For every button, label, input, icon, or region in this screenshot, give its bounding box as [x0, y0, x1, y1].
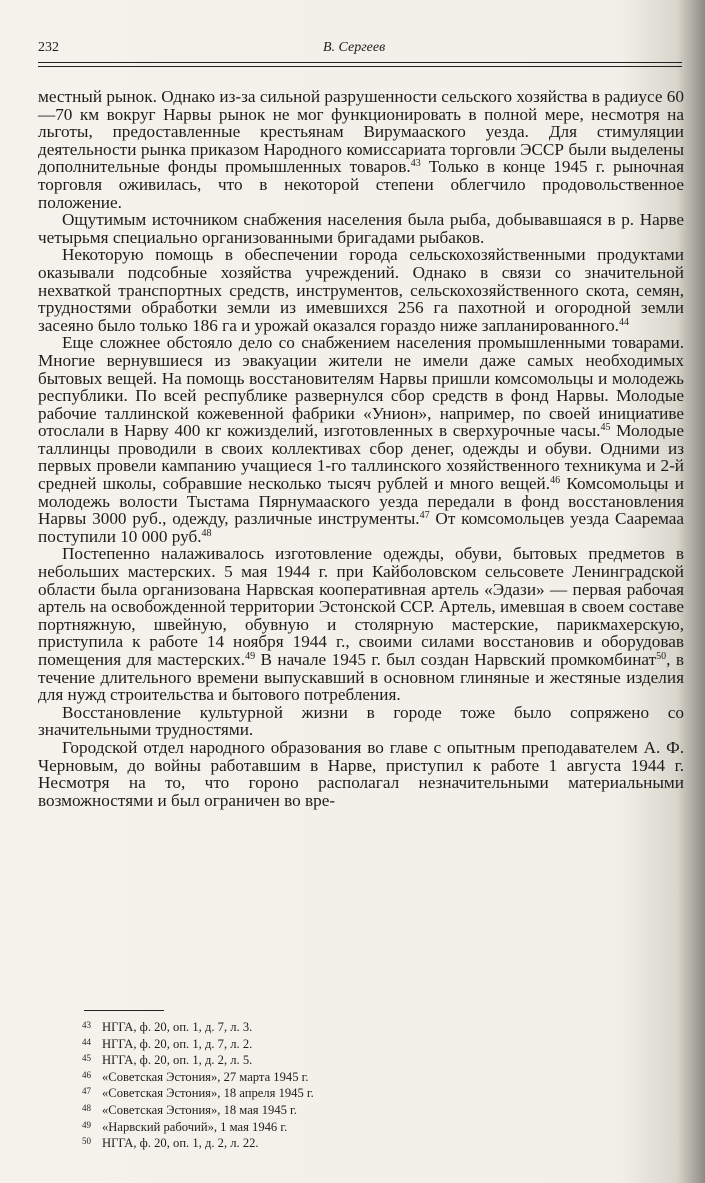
footnote-number: 43	[82, 1020, 91, 1030]
footnote-ref: 45	[600, 422, 611, 434]
page-number: 232	[38, 40, 59, 55]
footnote-number: 49	[82, 1119, 91, 1130]
footnote	[82, 1084, 642, 1101]
paragraph-text: Городской отдел народного образования во главе с опытным преподавателем А. Ф. Черновым, до войны работавшим в Нарве, приступил к работе 1 августа 1944 г. Несмотря на то, что гороно располагал незначительными материальными возможностями и был ограничен во вре-	[38, 737, 684, 810]
footnote-ref: 43	[410, 158, 421, 170]
footnote-ref: 47	[419, 510, 430, 522]
footnote-ref: 44	[618, 316, 629, 328]
footnote-text: НГГА, ф. 20, оп. 1, д. 7, л. 2.	[102, 1036, 253, 1051]
paragraph-text: Только в конце 1945 г. рыночная торговля оживилась, что в некоторой степени облегчило продовольственное положение.	[38, 157, 684, 212]
footnote-text: «Советская Эстония», 27 марта 1945 г.	[102, 1069, 309, 1084]
paragraph-text: , в течение длительного времени выпускавший в основном глиняные и жестяные изделия для нужд строительства и бытового потребления.	[38, 650, 684, 705]
paragraph-text: В начале 1945 г. был создан Нарвский промкомбинат	[255, 650, 657, 669]
footnote	[82, 1101, 642, 1118]
footnote-ref: 49	[245, 651, 256, 662]
body-text	[38, 88, 684, 809]
footnote-text: НГГА, ф. 20, оп. 1, д. 7, л. 3.	[102, 1020, 253, 1034]
paragraph-text: местный рынок. Однако из-за сильной разрушенности сельского хозяйства в радиусе 60—70 км вокруг Нарвы рынок не мог функционировать в полной мере, несмотря на льготы, предоставленные крестьянам Вирумааского уезда. Для стимуляции деятельности рынка приказом Народного комиссариата торговли ЭССР были выделены дополнительные фонды промышленных товаров.	[38, 87, 684, 177]
footnote-ref: 46	[550, 475, 561, 487]
footnote-text: НГГА, ф. 20, оп. 1, д. 2, л. 22.	[102, 1136, 259, 1151]
paragraph-text: Постепенно налаживалось изготовление одежды, обуви, бытовых предметов в небольших мастерских. 5 мая 1944 г. при Кайболовском сельсовете Ленинградской области была организована Нарвская кооперативная артель «Эдази» — первая рабочая артель на освобожденной территории Эстонской ССР. Артель, имевшая в своем составе портняжную, швейную, обувную и столярную мастерские, парикмахерскую, приступила к работе 14 ноября 1944 г., своими силами восстановив и оборудовав помещения для мастерских.	[38, 544, 684, 669]
paragraph	[38, 211, 684, 246]
paragraph-text: От комсомольцев уезда Сааремаа поступили 10 000 руб.	[38, 509, 684, 546]
footnote	[82, 1035, 642, 1052]
footnote-text: «Нарвский рабочий», 1 мая 1946 г.	[102, 1119, 288, 1134]
paragraph-text: Комсомольцы и молодежь волости Тыстама Пярнумааского уезда передали в фонд восстановления Нарвы 3000 руб., одежду, различные инструменты.	[38, 474, 685, 529]
footnote-ref: 48	[201, 527, 212, 539]
page-header	[38, 40, 682, 62]
footnote-ref: 50	[656, 651, 667, 662]
paragraph-text: Восстановление культурной жизни в городе тоже было сопряжено со значительными трудностями.	[38, 702, 684, 740]
footnote-number: 48	[82, 1102, 91, 1113]
footnote-text: «Советская Эстония», 18 апреля 1945 г.	[102, 1086, 314, 1101]
paragraph	[38, 334, 684, 545]
footnote-number: 46	[82, 1069, 91, 1080]
header-rule-top	[38, 62, 682, 63]
footnote	[82, 1134, 642, 1151]
footnote	[82, 1118, 642, 1135]
footnote-number: 47	[82, 1086, 91, 1097]
paragraph-text: Ощутимым источником снабжения населения была рыба, добывавшаяся в р. Нарве четырьмя специально организованными бригадами рыбаков.	[38, 210, 684, 247]
paragraph	[38, 246, 684, 334]
footnote-text: «Советская Эстония», 18 мая 1945 г.	[102, 1102, 297, 1117]
footnotes	[82, 1018, 642, 1151]
paragraph	[38, 704, 684, 739]
footnote-number: 44	[82, 1036, 91, 1047]
paragraph	[38, 739, 684, 809]
footnote	[82, 1068, 642, 1085]
paragraph-text: Некоторую помощь в обеспечении города сельскохозяйственными продуктами оказывали подсобные хозяйства учреждений. Однако в связи со значительной нехваткой транспортных средств, инструментов, сельскохозяйственного скота, семян, трудностями обработки земли из имевшихся 256 га пахотной и огородной земли засеяно было только 186 га и урожай оказался гораздо ниже запланированного.	[38, 245, 684, 335]
footnote-text: НГГА, ф. 20, оп. 1, д. 2, л. 5.	[102, 1053, 253, 1068]
footnote	[82, 1051, 642, 1068]
footnote	[82, 1018, 642, 1035]
paragraph-text: Еще сложнее обстояло дело со снабжением населения промышленными товарами. Многие вернувшиеся из эвакуации жители не имели даже самых необходимых бытовых вещей. На помощь восстановителям Нарвы пришли комсомольцы и молодежь республики. По всей республике развернулся сбор средств в фонд Нарвы. Молодые рабочие таллинской кожевенной фабрики «Унион», например, по своей инициативе отослали в Нарву 400 кг кожизделий, изготовленных в сверхурочные часы.	[38, 333, 684, 441]
paragraph-text: Молодые таллинцы проводили в своих коллективах сбор денег, одежды и обуви. Одними из первых провели кампанию учащиеся 1-го таллинского хозяйственного техникума и 2-й средней школы, собравшие несколько тысяч рублей и много вещей.	[38, 421, 684, 494]
footnote-number: 45	[82, 1053, 91, 1064]
paragraph	[38, 88, 684, 211]
header-rule-bottom	[38, 66, 682, 67]
footnote-number: 50	[82, 1136, 91, 1147]
running-head: В. Сергеев	[323, 40, 386, 55]
footnote-separator	[84, 1010, 164, 1011]
paragraph	[38, 545, 684, 703]
